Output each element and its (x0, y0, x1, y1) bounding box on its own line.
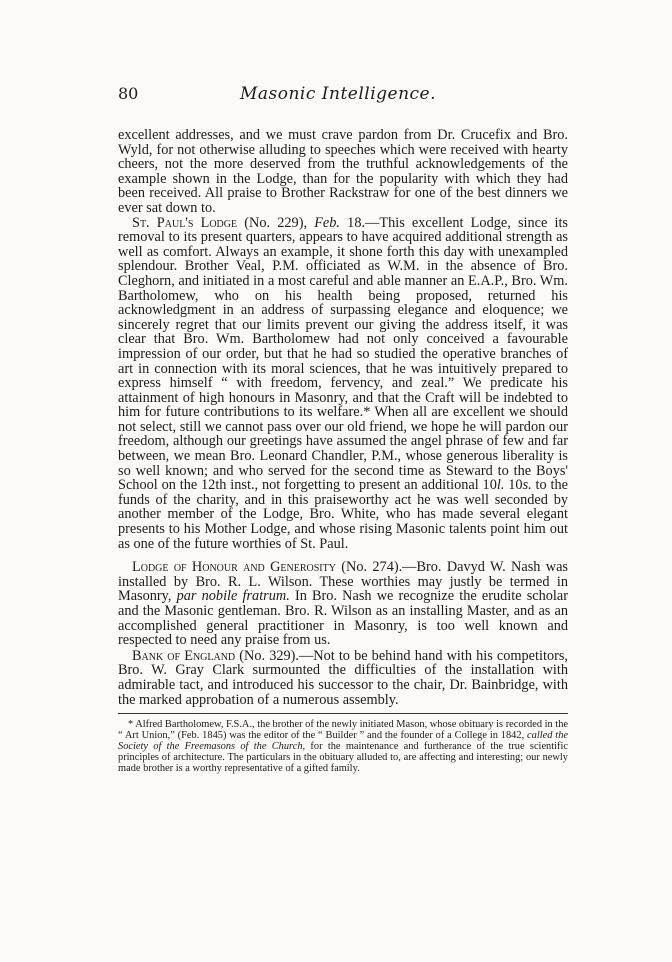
paragraph-text: 18.—This excellent Lodge, since its removal to its present quarters, appears to have acquired additional strength as well as comfort. Always an example, it shone forth this day with unexampled splendour. Brother Veal, P.M. officiated as W.M. in the absence of Bro. Cleghorn, and initiated in a most careful and able manner an E.A.P., Bro. Wm. Bartholomew, who on his health being proposed, returned his acknowledgment in an address of surpassing elegance and eloquence; we sincerely regret that our limits prevent our giving the address itself, it was clear that Bro. Wm. Bartholomew had not only conceived a favourable impression of our order, but that he had so studied the operative branches of art in connection with its moral sciences, that he was intuitively prepared to express himself “ with freedom, fervency, and zeal.” We predicate his attainment of high honours in Masonry, and that the Craft will be indebted to him for future contributions to its welfare.* When all are excellent we should not select, still we cannot pass over our old friend, we hope he will pardon our freedom, although our greetings have assumed the angel phrase of few and far between, we mean Bro. Leonard Chandler, P.M., whose generous liberality is so well known; and who served for the second time as Steward to the Boys' School on the 12th inst., not forgetting to present an additional 10 (118, 214, 568, 494)
lodge-name: Lodge of Honour and Generosity (132, 559, 336, 576)
paragraph-text: In Bro. Nash we recognize the erudite scholar and the Masonic gentleman. Bro. R. Wilson as an installing Master, and as an accomplished general practitioner in Masonry, is too well known and respected to need any praise from us. (118, 588, 568, 649)
footnote-italic: called the Society of the Freemasons of the Church, (118, 730, 568, 753)
lodge-number: (No. 229), (237, 214, 315, 231)
paragraph-st-pauls-lodge (118, 216, 568, 552)
page-number: 80 (118, 84, 139, 103)
paragraph-lodge-of-honour (118, 560, 568, 648)
paragraph-text: (No. 274).—Bro. Davyd W. Nash was installed by Bro. R. L. Wilson. These worthies may justly be termed in Masonry, (118, 559, 568, 605)
paragraph-text: to the funds of the charity, and in this praiseworthy act he was well seconded by another member of the Lodge, Bro. White, who has made several elegant presents to his Mother Lodge, and whose rising Masonic talents point him out as one of the future worthies of St. Paul. (118, 477, 568, 552)
latin-phrase: par nobile fratrum. (176, 588, 290, 605)
lodge-name: St. Paul's Lodge (132, 214, 238, 231)
footnote-text: for the maintenance and furtherance of the true scientific principles of architecture. The particulars in the obituary alluded to, are affecting and interesting; our newly made brother is a worthy representative of a gifted family. (118, 741, 568, 775)
lodge-date: Feb. (314, 214, 341, 231)
paragraph-continuation: excellent addresses, and we must crave pardon from Dr. Crucefix and Bro. Wyld, for not otherwise alluding to speeches which were received with hearty cheers, not the more deserved from the truthful acknowledgements of the example shown in the Lodge, than for the popularity with which they had been received. All praise to Brother Rackstraw for one of the best dinners we ever sat down to. (118, 127, 568, 216)
shillings-symbol: s. (522, 477, 532, 494)
footnote (118, 719, 568, 774)
paragraph-text: (No. 329).—Not to be behind hand with his competitors, Bro. W. Gray Clark surmounted the difficulties of the installation with admirable tact, and introduced his successor to the chair, Dr. Bainbridge, with the marked approbation of a numerous assembly. (118, 647, 568, 708)
footnote-text: * Alfred Bartholomew, F.S.A., the brother of the newly initiated Mason, whose obituary is recorded in the “ Art Union,” (Feb. 1845) was the editor of the “ Builder ” and the founder of a College in 1842, (118, 719, 569, 742)
pounds-symbol: l. (496, 477, 505, 494)
article-body (118, 128, 568, 774)
running-title: Masonic Intelligence. (239, 84, 437, 104)
page-header (118, 84, 558, 108)
paragraph-text: 10 (504, 477, 523, 494)
paragraph-bank-of-england (118, 649, 568, 707)
lodge-name: Bank of England (132, 647, 236, 664)
footnote-divider (118, 713, 568, 714)
